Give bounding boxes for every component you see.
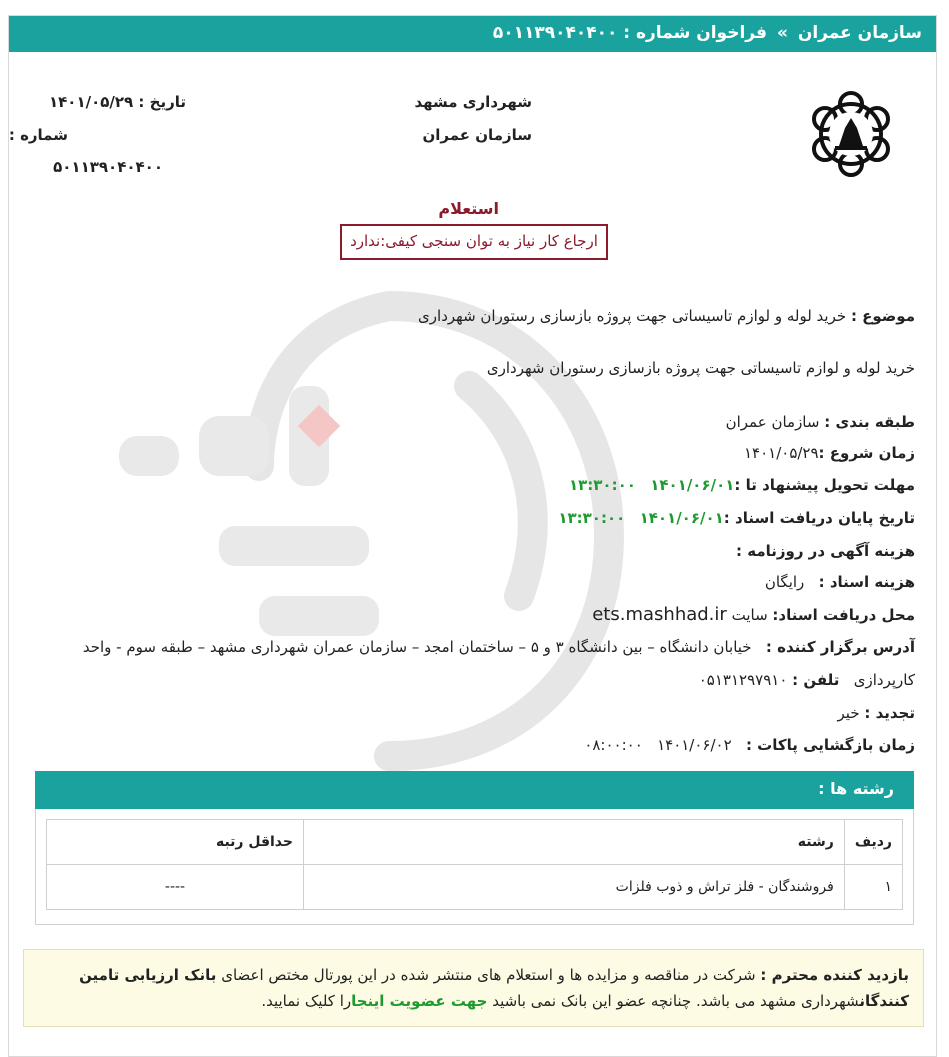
phone-line — [699, 671, 915, 689]
title-bar — [9, 16, 936, 52]
number-value: ۵۰۱۱۳۹۰۴۰۴۰۰ — [53, 158, 163, 176]
start-label: زمان شروع : — [818, 444, 915, 462]
docs-place-label: محل دریافت اسناد: — [772, 606, 915, 624]
column-header-field: رشته — [304, 820, 845, 865]
opening-date: ۱۴۰۱/۰۶/۰۲ — [657, 736, 732, 754]
column-header-row-number: ردیف — [844, 820, 902, 865]
renewal-value: خیر — [837, 704, 860, 722]
membership-link[interactable]: جهت عضویت اینجا — [351, 992, 488, 1010]
phone-label: تلفن : — [792, 671, 840, 689]
docs-end-time: ۱۳:۳۰:۰۰ — [558, 509, 626, 527]
subject-description: خرید لوله و لوازم تاسیساتی جهت پروژه بازسازی رستوران شهرداری — [486, 359, 915, 377]
breadcrumb-org[interactable]: سازمان عمران — [797, 23, 922, 43]
date-label: تاریخ : — [138, 93, 186, 111]
start-line — [744, 444, 915, 462]
breadcrumb-separator: » — [776, 23, 788, 43]
category-line — [726, 413, 915, 431]
address-line — [83, 638, 915, 656]
notice-text-1: شرکت در مناقصه و مزایده ها و استعلام های منتشر شده در این پورتال مختص اعضای — [221, 966, 756, 984]
opening-label: زمان بازگشایی پاکات : — [745, 736, 915, 754]
notice-text-3: را کلیک نمایید. — [261, 992, 352, 1010]
docs-place-site-link[interactable]: ets.mashhad.ir — [592, 604, 727, 625]
table-header-row — [47, 820, 903, 865]
notice-prefix: بازدید کننده محترم : — [760, 966, 909, 984]
call-label: فراخوان شماره : — [623, 23, 768, 43]
number-label: شماره : — [8, 126, 68, 144]
cell-row-number: ۱ — [844, 865, 902, 910]
cell-min-rank: ---- — [47, 865, 304, 910]
address-label: آدرس برگزار کننده : — [765, 638, 915, 656]
fields-section-header — [35, 771, 914, 809]
docs-cost-label: هزینه اسناد : — [818, 573, 915, 591]
category-value: سازمان عمران — [725, 413, 820, 431]
column-header-min-rank: حداقل رتبه — [47, 820, 304, 865]
fields-table — [46, 819, 903, 910]
table-row — [47, 865, 903, 910]
cell-field: فروشندگان - فلز تراش و ذوب فلزات — [304, 865, 845, 910]
visitor-notice — [23, 949, 924, 1027]
announcement-panel — [8, 15, 937, 1057]
deadline-date: ۱۴۰۱/۰۶/۰۱ — [650, 476, 735, 494]
address-continued: کارپردازی — [853, 671, 915, 689]
fields-table-container — [35, 809, 914, 925]
notice-bold-bank: بانک ارزیابی تامین کنندگان — [79, 966, 909, 1010]
opening-time: ۰۸:۰۰:۰۰ — [584, 736, 643, 754]
title-text — [493, 23, 922, 43]
subject-line — [418, 307, 915, 325]
city-name: شهرداری مشهد — [414, 93, 532, 111]
renewal-label: تجدید : — [864, 704, 915, 722]
inquiry-title: استعلام — [438, 199, 499, 218]
subject-value: خرید لوله و لوازم تاسیساتی جهت پروژه بازسازی رستوران شهرداری — [418, 307, 847, 325]
quality-assessment-badge: ارجاع کار نیاز به توان سنجی کیفی:ندارد — [340, 224, 608, 260]
deadline-label: مهلت تحویل پیشنهاد تا : — [734, 476, 915, 494]
ad-cost-label: هزینه آگهی در روزنامه : — [736, 542, 915, 560]
date-value: ۱۴۰۱/۰۵/۲۹ — [48, 93, 134, 111]
subject-label: موضوع : — [850, 307, 915, 325]
notice-text-2: شهرداری مشهد می باشد. چنانچه عضو این بانک نمی باشید — [492, 992, 860, 1010]
call-number: ۵۰۱۱۳۹۰۴۰۴۰۰ — [492, 23, 618, 43]
docs-place-prefix: سایت — [731, 606, 768, 624]
ad-cost-line — [736, 542, 915, 560]
category-label: طبقه بندی : — [824, 413, 915, 431]
docs-cost-line — [765, 573, 915, 591]
org-name: سازمان عمران — [422, 126, 532, 144]
deadline-line — [569, 476, 915, 494]
deadline-time: ۱۳:۳۰:۰۰ — [568, 476, 636, 494]
phone-value: ۰۵۱۳۱۲۹۷۹۱۰ — [698, 671, 788, 689]
fields-title: رشته ها : — [818, 779, 894, 798]
renewal-line — [838, 704, 915, 722]
docs-place-line — [592, 604, 915, 625]
docs-end-label: تاریخ پایان دریافت اسناد : — [723, 509, 915, 527]
docs-end-line — [558, 509, 915, 527]
municipality-logo-icon — [805, 88, 897, 180]
address-value: خیابان دانشگاه – بین دانشگاه ۳ و ۵ – ساختمان امجد – سازمان عمران شهرداری مشهد – طبقه سوم - واحد — [82, 638, 752, 656]
date-line — [49, 93, 186, 111]
docs-cost-value: رایگان — [764, 573, 805, 591]
opening-line — [584, 736, 915, 754]
docs-end-date: ۱۴۰۱/۰۶/۰۱ — [639, 509, 724, 527]
start-value: ۱۴۰۱/۰۵/۲۹ — [743, 444, 819, 462]
